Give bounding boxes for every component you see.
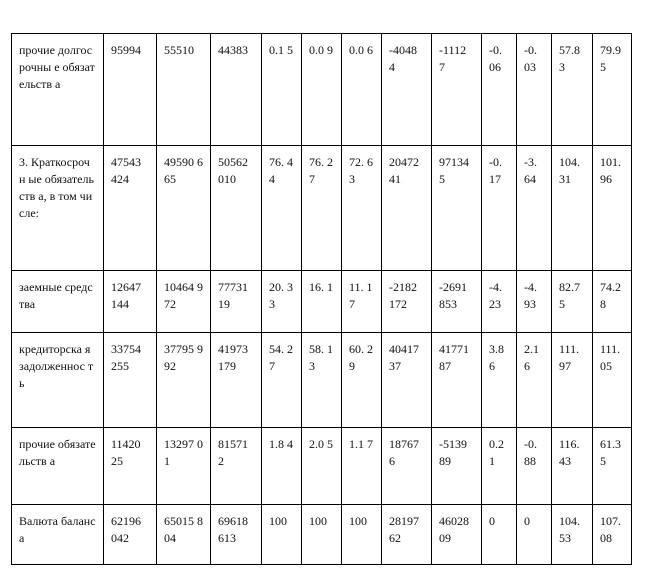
table-cell: -1112 7 xyxy=(432,34,482,146)
table-cell: 1.1 7 xyxy=(342,428,382,505)
table-cell: 79.9 5 xyxy=(593,34,632,146)
table-cell: 76. 27 xyxy=(302,146,342,271)
table-cell: 0 xyxy=(517,505,552,565)
table-cell: 2.1 6 xyxy=(517,333,552,428)
table-cell: 62196 042 xyxy=(104,505,157,565)
table-cell: 10464 972 xyxy=(157,271,211,333)
table-cell: 72. 63 xyxy=(342,146,382,271)
table-cell: 28197 62 xyxy=(382,505,432,565)
table-cell: 49590 665 xyxy=(157,146,211,271)
table-cell: 82.7 5 xyxy=(552,271,593,333)
table-cell: 18767 6 xyxy=(382,428,432,505)
table-cell: 47543 424 xyxy=(104,146,157,271)
table-cell: 104. 31 xyxy=(552,146,593,271)
table-cell: 76. 44 xyxy=(262,146,302,271)
table-cell: 37795 992 xyxy=(157,333,211,428)
table-cell: 0.2 1 xyxy=(482,428,517,505)
table-cell: 20. 33 xyxy=(262,271,302,333)
table-cell: 55510 xyxy=(157,34,211,146)
table-row xyxy=(12,146,632,271)
table-cell: 46028 09 xyxy=(432,505,482,565)
table-cell: -0. 17 xyxy=(482,146,517,271)
table-cell: 33754 255 xyxy=(104,333,157,428)
table-cell: -2182 172 xyxy=(382,271,432,333)
table-cell: 111. 05 xyxy=(593,333,632,428)
row-label: заемные средства xyxy=(12,271,104,333)
table-cell: -4. 93 xyxy=(517,271,552,333)
table-cell: -0. 03 xyxy=(517,34,552,146)
table-cell: 77731 19 xyxy=(211,271,262,333)
table-cell: 100 xyxy=(262,505,302,565)
table-cell: 11420 25 xyxy=(104,428,157,505)
table-cell: -3. 64 xyxy=(517,146,552,271)
table-cell: 40417 37 xyxy=(382,333,432,428)
table-cell: -4. 23 xyxy=(482,271,517,333)
table-cell: -0. 06 xyxy=(482,34,517,146)
table-cell: 13297 01 xyxy=(157,428,211,505)
table-cell: 69618 613 xyxy=(211,505,262,565)
table-cell: 0.0 6 xyxy=(342,34,382,146)
table-cell: 20472 41 xyxy=(382,146,432,271)
table-cell: 100 xyxy=(342,505,382,565)
table-cell: 116. 43 xyxy=(552,428,593,505)
table-cell: 58. 13 xyxy=(302,333,342,428)
table-cell: 3.8 6 xyxy=(482,333,517,428)
table-cell: 61.3 5 xyxy=(593,428,632,505)
table-cell: 100 xyxy=(302,505,342,565)
table-cell: 65015 804 xyxy=(157,505,211,565)
row-label: прочие обязательств а xyxy=(12,428,104,505)
table-cell: 1.8 4 xyxy=(262,428,302,505)
table-cell: 12647 144 xyxy=(104,271,157,333)
row-label: Валюта баланса xyxy=(12,505,104,565)
table-cell: 57.8 3 xyxy=(552,34,593,146)
table-cell: -5139 89 xyxy=(432,428,482,505)
table-cell: 97134 5 xyxy=(432,146,482,271)
table-cell: -2691 853 xyxy=(432,271,482,333)
table-cell: 0 xyxy=(482,505,517,565)
table-cell: 0.1 5 xyxy=(262,34,302,146)
table-cell: 60. 29 xyxy=(342,333,382,428)
table-cell: 44383 xyxy=(211,34,262,146)
table-cell: 74.2 8 xyxy=(593,271,632,333)
table-cell: 50562 010 xyxy=(211,146,262,271)
table-row xyxy=(12,505,632,565)
table-cell: 111. 97 xyxy=(552,333,593,428)
table-cell: 0.0 9 xyxy=(302,34,342,146)
table-cell: 54. 27 xyxy=(262,333,302,428)
table-row xyxy=(12,428,632,505)
table-cell: -0. 88 xyxy=(517,428,552,505)
table-row xyxy=(12,34,632,146)
table-cell: 16. 1 xyxy=(302,271,342,333)
table-cell: 41973 179 xyxy=(211,333,262,428)
table-cell: 95994 xyxy=(104,34,157,146)
table-cell: 2.0 5 xyxy=(302,428,342,505)
table-cell: 81571 2 xyxy=(211,428,262,505)
table-cell: 107. 08 xyxy=(593,505,632,565)
table-cell: 41771 87 xyxy=(432,333,482,428)
table-cell: 11. 17 xyxy=(342,271,382,333)
table-row xyxy=(12,333,632,428)
row-label: кредиторска я задолженнос ть xyxy=(12,333,104,428)
table-cell: -4048 4 xyxy=(382,34,432,146)
table-cell: 104. 53 xyxy=(552,505,593,565)
table-cell: 101. 96 xyxy=(593,146,632,271)
financial-table xyxy=(11,33,632,565)
table-row xyxy=(12,271,632,333)
row-label: прочие долгосрочны е обязательств а xyxy=(12,34,104,146)
row-label: 3. Краткосрочн ые обязательств а, в том числе: xyxy=(12,146,104,271)
